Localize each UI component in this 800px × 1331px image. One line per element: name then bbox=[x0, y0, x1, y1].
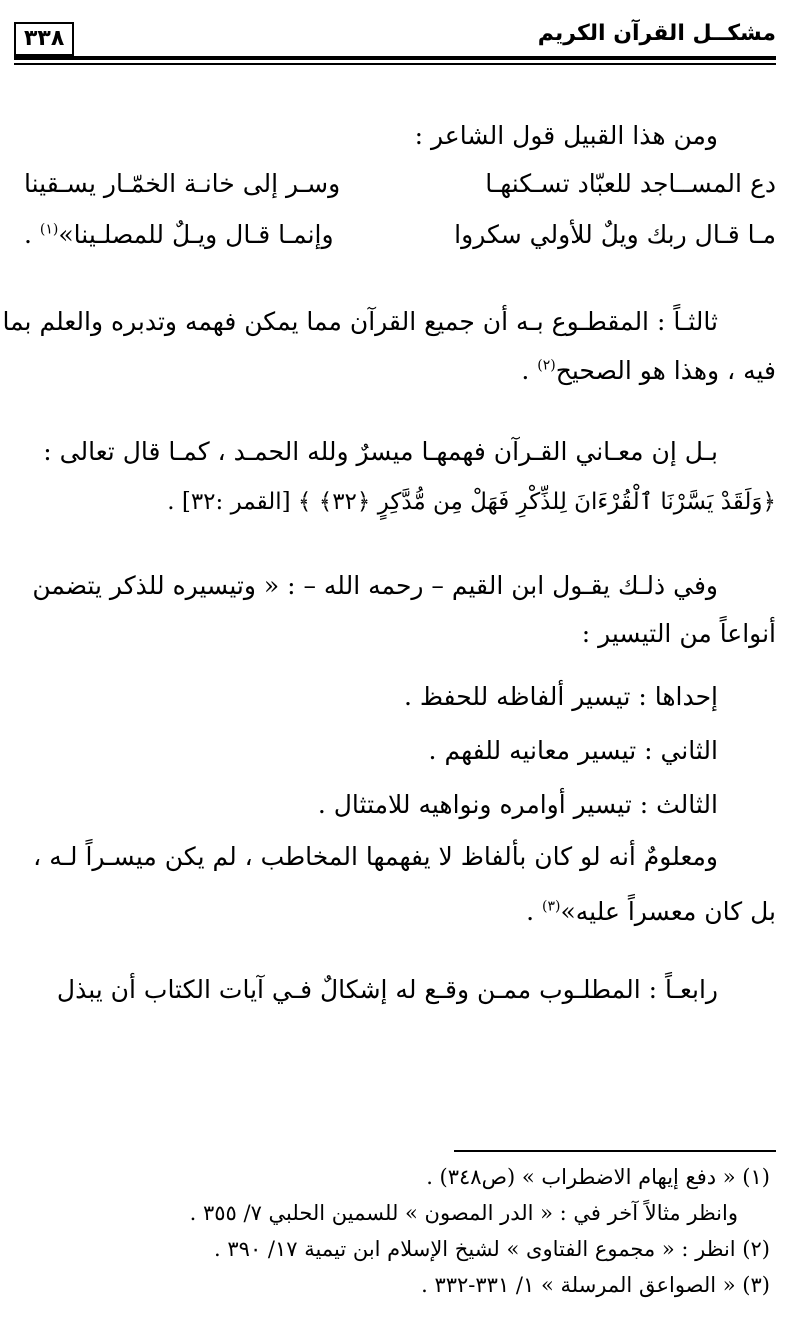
footnote-1-continuation: وانظر مثالاً آخر في : « الدر المصون » للسمين الحلبي ٧/ ٣٥٥ . bbox=[189, 1201, 738, 1225]
footnote-separator bbox=[454, 1150, 776, 1152]
quran-verse-line: ﴿وَلَقَدْ يَسَّرْنَا ٱلْقُرْءَانَ لِلذِّكْرِ فَهَلْ مِن مُّدَّكِرٍ ﴿٣٢﴾ ﴾ [القمر :٣٢] . bbox=[167, 489, 776, 515]
footnote-1: (١) « دفع إيهام الاضطراب » (ص٣٤٨) . bbox=[426, 1165, 770, 1189]
third-point-end: . bbox=[521, 356, 538, 385]
page-number: ٣٣٨ bbox=[14, 22, 74, 56]
poem-verse-1-second-hemistich: وسـر إلى خانـة الخمّـار يسـقينا bbox=[24, 169, 341, 198]
third-point-line-1: ثالثـاً : المقطـوع بـه أن جميع القرآن مما يمكن فهمه وتدبره والعلم بما bbox=[2, 307, 718, 336]
page-header bbox=[14, 18, 776, 64]
known-line-2 bbox=[24, 891, 776, 933]
poem-verse-2-second-hemistich bbox=[24, 214, 334, 256]
known-end: . bbox=[526, 897, 542, 926]
poem-verse-2-end: . bbox=[24, 220, 40, 249]
rather-line-1: بـل إن معـاني القـرآن فهمهـا ميسرٌ ولله الحمـد ، كمـا قال تعالى : bbox=[43, 437, 718, 466]
known-line-1: ومعلومٌ أنه لو كان بألفاظ لا يفهمها المخاطب ، لم يكن ميسـراً لـه ، bbox=[33, 842, 718, 871]
running-title: مشكــل القرآن الكريم bbox=[537, 21, 776, 46]
header-rule-thick bbox=[14, 56, 776, 60]
footnote-marker-1: (١) bbox=[39, 221, 59, 238]
footnote-3: (٣) « الصواعق المرسلة » ١/ ٣٣١-٣٣٢ . bbox=[421, 1273, 770, 1297]
fourth-point-line-1: رابعـاً : المطلـوب ممـن وقـع له إشكالٌ فـي آيات الكتاب أن يبذل bbox=[56, 975, 718, 1004]
poem-verse-1 bbox=[24, 163, 776, 205]
third-point-line-2 bbox=[24, 350, 776, 392]
ease-third-item: الثالث : تيسير أوامره ونواهيه للامتثال . bbox=[317, 790, 718, 819]
ease-first-item: إحداها : تيسير ألفاظه للحفظ . bbox=[403, 682, 718, 711]
intro-poem-line: ومن هذا القبيل قول الشاعر : bbox=[414, 121, 718, 150]
header-rule-thin bbox=[14, 63, 776, 65]
footnote-2: (٢) انظر : « مجموع الفتاوى » لشيخ الإسلام ابن تيمية ١٧/ ٣٩٠ . bbox=[214, 1237, 770, 1261]
ibn-qayyim-line-2: أنواعاً من التيسير : bbox=[581, 619, 776, 648]
known-text: بل كان معسراً عليه» bbox=[560, 897, 776, 926]
footnote-marker-3: (٣) bbox=[541, 898, 561, 915]
footnote-marker-2: (٢) bbox=[537, 357, 556, 374]
third-point-text: فيه ، وهذا هو الصحيح bbox=[555, 356, 776, 385]
poem-verse-2-text: وإنمـا قـال ويـلٌ للمصلـينا» bbox=[58, 220, 334, 249]
poem-verse-1-first-hemistich: دع المســاجد للعبّاد تسـكنهـا bbox=[485, 169, 776, 198]
ibn-qayyim-line-1: وفي ذلـك يقـول ابن القيم – رحمه الله – : « وتيسيره للذكر يتضمن bbox=[32, 571, 718, 600]
ease-second-item: الثاني : تيسير معانيه للفهم . bbox=[428, 736, 718, 765]
poem-verse-2-first-hemistich: مـا قـال ربك ويلٌ للأولي سكروا bbox=[454, 220, 776, 249]
poem-verse-2 bbox=[24, 214, 776, 256]
